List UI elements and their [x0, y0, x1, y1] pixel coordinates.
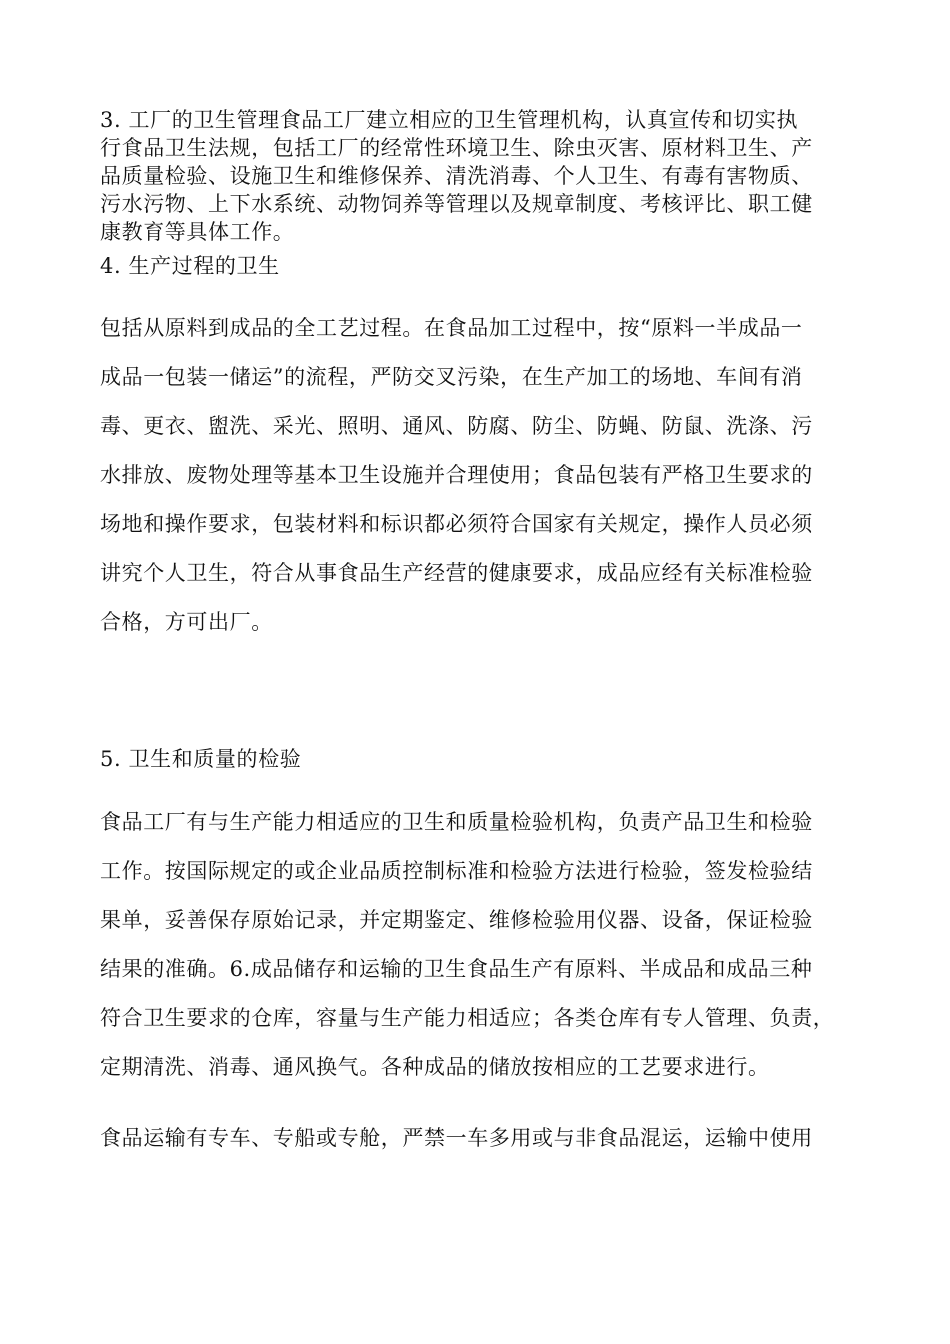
- paragraph-line: 污水污物、上下水系统、动物饲养等管理以及规章制度、考核评比、职工健: [100, 192, 813, 216]
- heading-text: 5. 卫生和质量的检验: [100, 747, 302, 771]
- paragraph-line: 水排放、废物处理等基本卫生设施并合理使用；食品包装有严格卫生要求的: [100, 463, 813, 487]
- paragraph-line: 行食品卫生法规，包括工厂的经常性环境卫生、除虫灭害、原材料卫生、产: [100, 136, 813, 160]
- paragraph-line: 品质量检验、设施卫生和维修保养、清洗消毒、个人卫生、有毒有害物质、: [100, 164, 813, 188]
- section3-paragraph: [100, 106, 840, 246]
- paragraph-line: 果单，妥善保存原始记录，并定期鉴定、维修检验用仪器、设备，保证检验: [100, 908, 813, 932]
- paragraph-line: 结果的准确。6.成品储存和运输的卫生食品生产有原料、半成品和成品三种: [100, 957, 813, 981]
- paragraph-line: 场地和操作要求，包装材料和标识都必须符合国家有关规定，操作人员必须: [100, 512, 813, 536]
- paragraph-line: 食品工厂有与生产能力相适应的卫生和质量检验机构，负责产品卫生和检验: [100, 810, 813, 834]
- paragraph-line: 合格，方可出厂。: [100, 610, 273, 634]
- section4-paragraph: [100, 304, 840, 647]
- paragraph-line: 工作。按国际规定的或企业品质控制标准和检验方法进行检验，签发检验结: [100, 859, 813, 883]
- section6-paragraph: [100, 1114, 840, 1163]
- section5-heading: [100, 745, 840, 773]
- paragraph-line: 符合卫生要求的仓库，容量与生产能力相适应；各类仓库有专人管理、负责，: [100, 1006, 835, 1030]
- paragraph-line: 包括从原料到成品的全工艺过程。在食品加工过程中，按“原料一半成品一: [100, 316, 803, 340]
- paragraph-line: 成品一包装一储运”的流程，严防交叉污染，在生产加工的场地、车间有消: [100, 365, 803, 389]
- section4-heading: [100, 252, 840, 280]
- paragraph-line: 讲究个人卫生，符合从事食品生产经营的健康要求，成品应经有关标准检验: [100, 561, 813, 585]
- paragraph-line: 康教育等具体工作。: [100, 220, 295, 244]
- paragraph-line: 食品运输有专车、专船或专舱，严禁一车多用或与非食品混运，运输中使用: [100, 1126, 813, 1150]
- section5-paragraph: [100, 798, 840, 1092]
- paragraph-line: 定期清洗、消毒、通风换气。各种成品的储放按相应的工艺要求进行。: [100, 1055, 770, 1079]
- paragraph-line: 毒、更衣、盥洗、采光、照明、通风、防腐、防尘、防蝇、防鼠、洗涤、污: [100, 414, 813, 438]
- paragraph-line: 3. 工厂的卫生管理食品工厂建立相应的卫生管理机构，认真宣传和切实执: [100, 108, 799, 132]
- heading-text: 4. 生产过程的卫生: [100, 254, 280, 278]
